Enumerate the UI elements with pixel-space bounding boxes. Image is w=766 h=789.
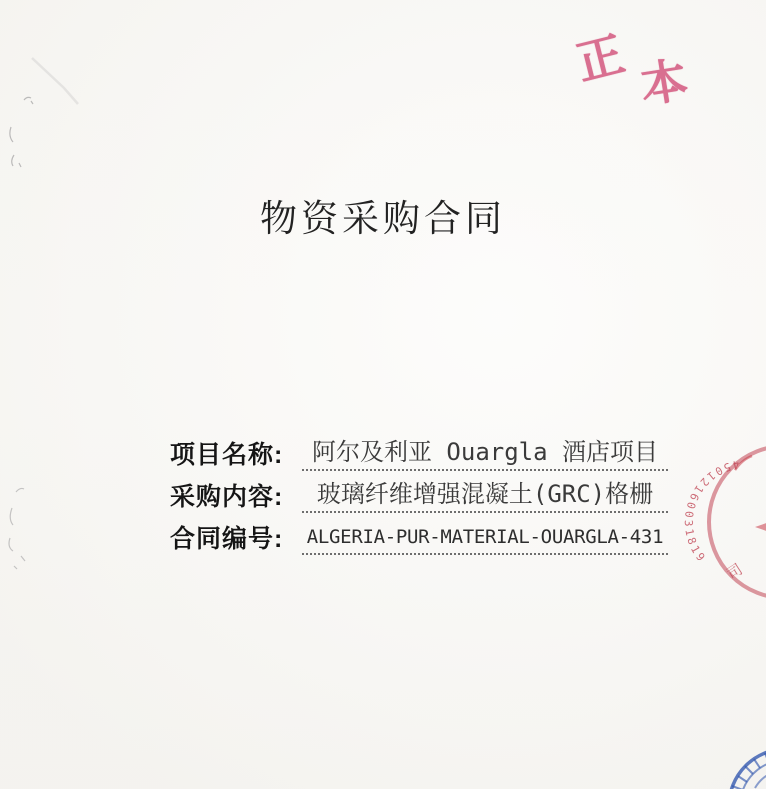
field-value: 阿尔及利亚 Ouargla 酒店项目 xyxy=(302,437,668,471)
document-title: 物资采购合同 xyxy=(260,199,506,240)
field-label: 项目名称: xyxy=(170,441,284,469)
copy-stamp-char-zheng: 正 xyxy=(571,28,630,91)
blue-seal-hatching xyxy=(732,753,766,789)
field-label: 合同编号: xyxy=(170,525,284,553)
blue-seal-inner-arc xyxy=(755,772,766,788)
red-seal-serial-text: 45012160031819 xyxy=(681,457,741,567)
copy-stamp-char-ben: 本 xyxy=(636,54,692,114)
pen-marks-mid-left xyxy=(9,488,25,569)
red-seal-partial-char: 司 xyxy=(724,561,746,584)
field-value: ALGERIA-PUR-MATERIAL-OUARGLA-431 xyxy=(302,522,668,555)
contract-fields xyxy=(170,437,668,563)
red-seal-partial-stroke xyxy=(735,456,752,470)
blue-seal-outer-ring xyxy=(729,749,766,789)
red-company-seal xyxy=(682,446,766,598)
pen-marks-top-left xyxy=(10,97,33,167)
field-row-contract-number xyxy=(170,521,668,555)
red-seal-ring xyxy=(709,446,766,598)
field-row-project-name xyxy=(170,437,668,471)
blue-seal-inner-ring xyxy=(740,760,766,789)
paper-crease xyxy=(32,58,78,104)
field-label: 采购内容: xyxy=(170,483,284,511)
red-seal-star xyxy=(755,489,766,565)
original-copy-stamp xyxy=(570,18,720,114)
field-row-procurement-content xyxy=(170,479,668,513)
blue-seal-bottom-right xyxy=(729,749,766,789)
field-value: 玻璃纤维增强混凝土(GRC)格栅 xyxy=(302,479,668,513)
